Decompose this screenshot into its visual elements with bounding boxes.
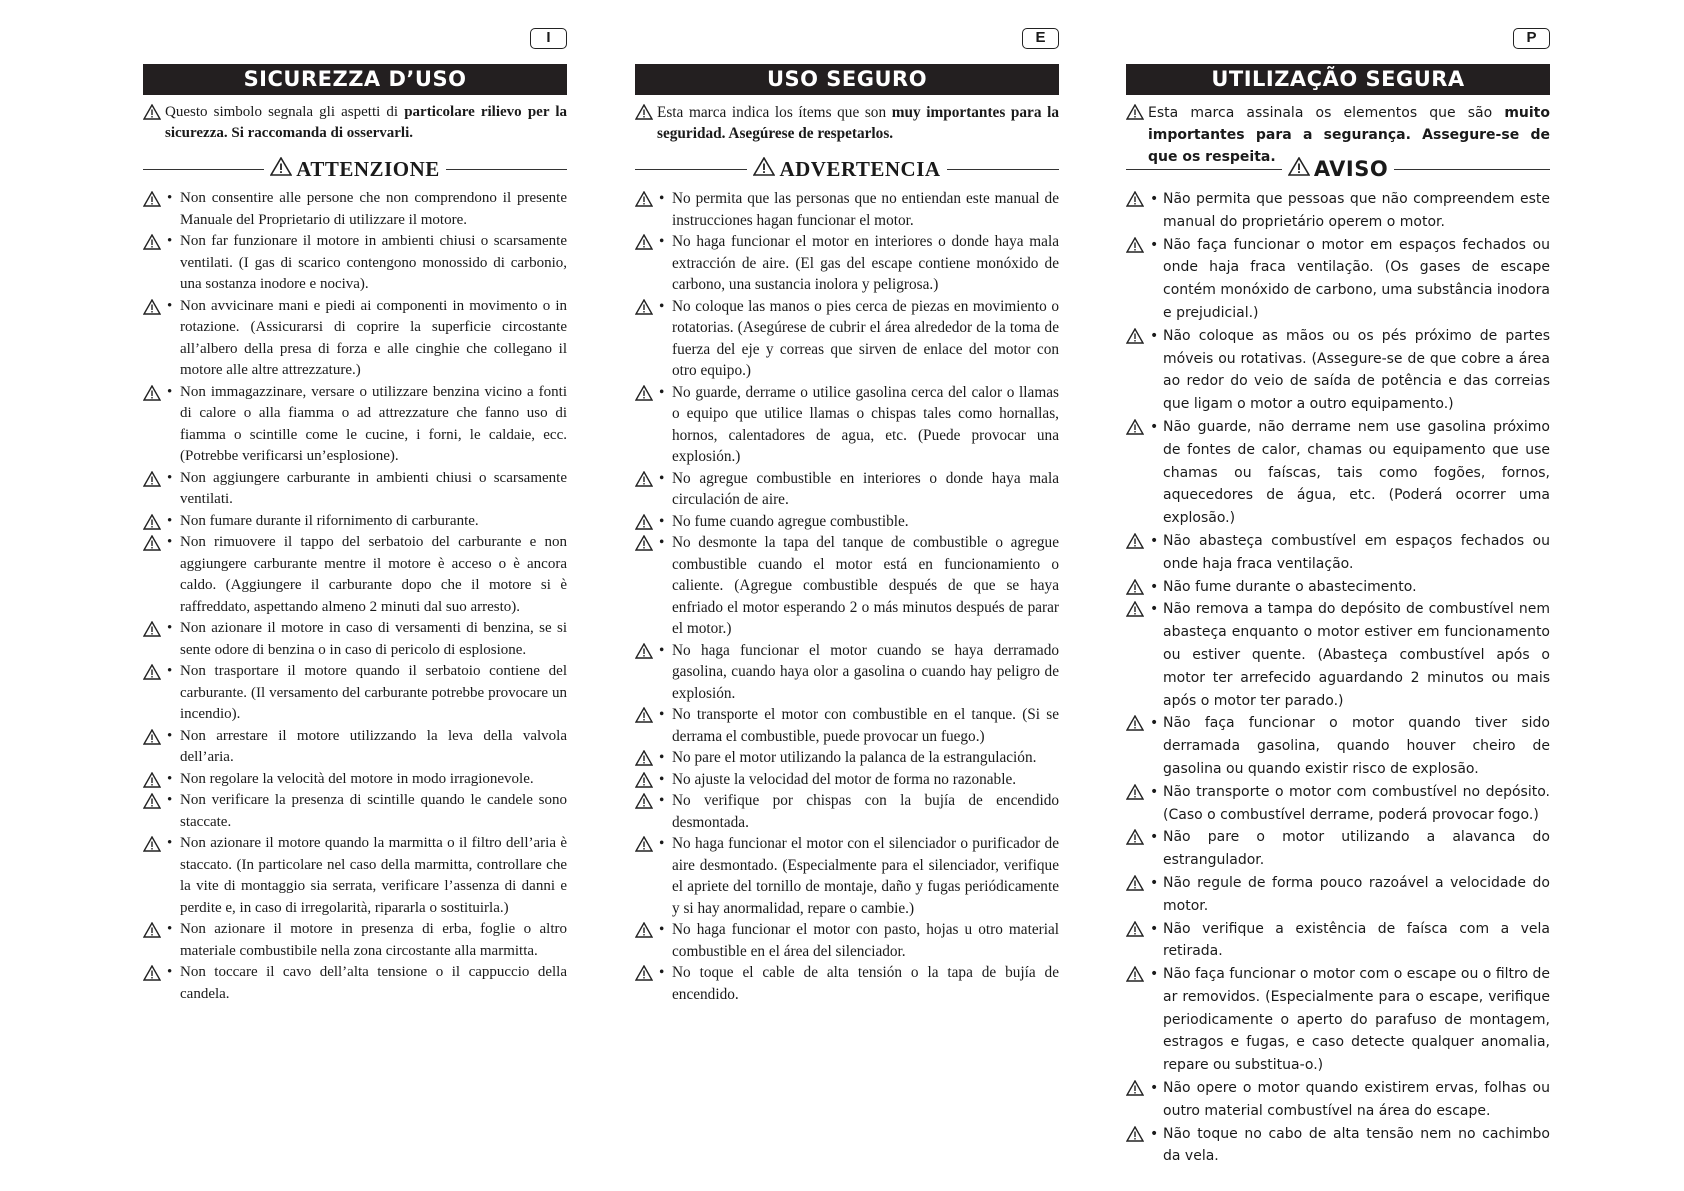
bullet: •	[659, 190, 665, 207]
item-text: Não remova a tampa do depósito de combustível nem abasteça enquanto o motor estiver em funcionamento ou estiver quente. (Abasteça combustível após o motor ter arrefecido aguardando 2 minutos ou mais após o motor ter parado.)	[1163, 601, 1550, 709]
list-item	[143, 231, 567, 296]
bullet: •	[1150, 418, 1159, 435]
warning-triangle-icon	[635, 772, 653, 788]
bullet: •	[167, 964, 173, 980]
item-text: No coloque las manos o pies cerca de piezas en movimiento o rotatorias. (Asegúrese de cubrir el área alrededor de la toma de fuerza del eje y correas que sirven de enlace del motor con otro equipo.)	[672, 297, 1059, 379]
warning-triangle-icon	[1126, 579, 1144, 595]
bullet: •	[1150, 601, 1159, 618]
item-text: Non rimuovere il tappo del serbatoio del carburante e non aggiungere carburante mentre il motore è acceso o è ancora caldo. (Aggiungere il carburante dopo che il motore si è raffreddato, aspettando almeno 2 minuti dal suo arresto).	[180, 534, 567, 615]
list-item	[143, 468, 567, 511]
item-text: Non avvicinare mani e piedi ai componenti in movimento o in rotazione. (Assicurarsi di coprire la superficie circostante all’albero della presa di forza e alle cinghie che collegano il motore alle altre attrezzature.)	[180, 297, 567, 378]
item-text: Non regolare la velocità del motore in modo irragionevole.	[180, 770, 534, 787]
list-item	[1126, 918, 1550, 964]
warning-triangle-icon	[1126, 533, 1144, 549]
list-item	[635, 833, 1059, 919]
warning-triangle-icon	[270, 157, 292, 182]
list-item	[635, 296, 1059, 382]
warning-list	[1126, 188, 1550, 1168]
list-item	[1126, 963, 1550, 1077]
list-item	[143, 511, 567, 533]
item-text: No guarde, derrame o utilice gasolina cerca del calor o llamas o equipo que utilice llamas o chispas tales como hornallas, hornos, calentadores de agua, etc. (Puede provocar una explosión.)	[672, 383, 1059, 465]
list-item	[143, 919, 567, 962]
bullet: •	[167, 383, 173, 400]
item-text: Non toccare il cavo dell’alta tensione o il cappuccio della candela.	[180, 964, 567, 1002]
bullet: •	[167, 770, 173, 787]
warning-triangle-icon	[143, 471, 161, 487]
warning-triangle-icon	[143, 299, 161, 315]
bullet: •	[167, 190, 173, 206]
heading-rule-right	[446, 169, 567, 170]
warning-triangle-icon	[143, 965, 161, 981]
item-text: Non consentire alle persone che non comprendono il presente Manuale del Proprietario di utilizzare il motore.	[180, 190, 567, 228]
list-item	[143, 790, 567, 833]
bullet: •	[659, 297, 665, 315]
warning-triangle-icon	[1126, 191, 1144, 207]
section-title: SICUREZZA D’USO	[143, 64, 567, 95]
item-text: Não verifique a existência de faísca com a vela retirada.	[1163, 920, 1550, 960]
item-text: No permita que las personas que no entiendan este manual de instrucciones hagan funcionar el motor.	[672, 190, 1059, 229]
list-item	[1126, 712, 1550, 780]
warning-triangle-icon	[143, 621, 161, 637]
warning-triangle-icon	[635, 234, 653, 250]
item-text: No haga funcionar el motor cuando se haya derramado gasolina, cuando haya olor a gasolina o cuando hay peligro de explosión.	[672, 641, 1059, 702]
list-item	[635, 640, 1059, 705]
warning-list	[143, 188, 567, 1005]
intro-suffix: per la sicurezza. Si raccomanda di osservarli.	[165, 104, 567, 141]
item-text: Non fumare durante il rifornimento di carburante.	[180, 512, 479, 529]
heading-rule-left	[143, 169, 264, 170]
warning-heading	[143, 156, 567, 182]
item-text: No toque el cable de alta tensión o la tapa de bujía de encendido.	[672, 964, 1059, 1003]
list-item	[143, 726, 567, 769]
intro-prefix: Esta marca indica los ítems que son	[657, 104, 892, 121]
item-text: Não abasteça combustível em espaços fechados ou onde haja fraca ventilação.	[1163, 532, 1550, 572]
warning-triangle-icon	[635, 514, 653, 530]
bullet: •	[167, 727, 173, 744]
warning-triangle-icon	[1126, 237, 1144, 253]
list-item	[1126, 576, 1550, 599]
section-title: UTILIZAÇÃO SEGURA	[1126, 64, 1550, 95]
warning-triangle-icon	[1126, 829, 1144, 845]
intro-bold: particolare rilievo	[404, 104, 522, 120]
warning-triangle-icon	[143, 664, 161, 680]
list-item	[635, 962, 1059, 1005]
section-title: USO SEGURO	[635, 64, 1059, 95]
item-text: No pare el motor utilizando la palanca de la estrangulación.	[672, 749, 1037, 766]
item-text: No ajuste la velocidad del motor de forma no razonable.	[672, 770, 1017, 788]
item-text: Non azionare il motore quando la marmitta o il filtro dell’aria è staccato. (In particolare nel caso della marmitta, controllare che la vite di montaggio sia serrata, verificare l’assenza di danni e perdite e, in caso di irregolarità, ripararla o sostituirla.)	[180, 835, 567, 916]
heading-rule-left	[1126, 169, 1282, 170]
warning-triangle-icon	[635, 535, 653, 551]
list-item	[143, 661, 567, 726]
warning-triangle-icon	[635, 299, 653, 315]
heading-rule-right	[1394, 169, 1550, 170]
warning-triangle-icon	[635, 922, 653, 938]
warning-triangle-icon	[143, 772, 161, 788]
list-item	[1126, 781, 1550, 827]
list-item	[1126, 598, 1550, 712]
list-item	[143, 532, 567, 618]
bullet: •	[659, 921, 665, 938]
item-text: No haga funcionar el motor en interiores o donde haya mala extracción de aire. (El gas del escape contiene monóxido de carbono, una sustancia inolora y peligrosa.)	[672, 233, 1059, 293]
heading-rule-right	[947, 169, 1059, 170]
item-text: Não transporte o motor com combustível no depósito. (Caso o combustível derrame, poderá provocar fogo.)	[1163, 783, 1550, 823]
warning-triangle-icon	[1288, 157, 1310, 181]
bullet: •	[1150, 1125, 1159, 1142]
bullet: •	[659, 534, 665, 551]
bullet: •	[1150, 783, 1159, 800]
warning-triangle-icon	[143, 104, 161, 120]
warning-triangle-icon	[143, 793, 161, 809]
warning-triangle-icon	[1126, 966, 1144, 982]
warning-triangle-icon	[143, 836, 161, 852]
intro-bold: muito importantes para a segurança. Assegure-se de que os respeita.	[1148, 105, 1550, 165]
bullet: •	[167, 792, 173, 808]
item-text: No desmonte la tapa del tanque de combustible o agregue combustible cuando el motor está en funcionamiento o caliente. (Agregue combustible después de que se haya enfriado el motor esperando 2 o más minutos después de parar el motor.)	[672, 534, 1059, 637]
list-item	[635, 511, 1059, 533]
item-text: Non far funzionare il motore in ambienti chiusi o scarsamente ventilati. (I gas di scarico contengono monossido di carbonio, una sostanza inodore e nociva).	[180, 233, 567, 292]
list-item	[143, 188, 567, 231]
warning-triangle-icon	[635, 191, 653, 207]
item-text: No transporte el motor con combustible en el tanque. (Si se derrama el combustible, puede provocar un fuego.)	[672, 706, 1059, 745]
language-tab: I	[530, 28, 567, 49]
bullet: •	[659, 233, 665, 250]
list-item	[635, 704, 1059, 747]
bullet: •	[167, 534, 173, 550]
warning-triangle-icon	[635, 707, 653, 723]
warning-triangle-icon	[143, 385, 161, 401]
list-item	[1126, 826, 1550, 872]
bullet: •	[167, 297, 173, 314]
warning-triangle-icon	[1126, 601, 1144, 617]
item-text: No haga funcionar el motor con pasto, hojas u otro material combustible en el área del silenciador.	[672, 921, 1059, 960]
warning-triangle-icon	[635, 793, 653, 809]
item-text: Não fume durante o abastecimento.	[1163, 578, 1417, 595]
list-item	[635, 919, 1059, 962]
warning-triangle-icon	[1126, 419, 1144, 435]
warning-heading	[635, 156, 1059, 182]
bullet: •	[167, 620, 173, 636]
item-text: Non aggiungere carburante in ambienti chiusi o scarsamente ventilati.	[180, 469, 567, 507]
bullet: •	[1150, 920, 1159, 937]
warning-triangle-icon	[1126, 328, 1144, 344]
warning-triangle-icon	[635, 965, 653, 981]
item-text: No fume cuando agregue combustible.	[672, 512, 909, 530]
item-text: Não faça funcionar o motor quando tiver sido derramada gasolina, quando houver cheiro de gasolina ou quando existir risco de explosão.	[1163, 715, 1550, 777]
warning-triangle-icon	[1126, 715, 1144, 731]
bullet: •	[1150, 874, 1159, 891]
item-text: Não permita que pessoas que não compreendem este manual do proprietário operem o motor.	[1163, 191, 1550, 230]
intro-text	[635, 102, 1059, 144]
list-item	[1126, 530, 1550, 576]
item-text: Non trasportare il motore quando il serbatoio contiene del carburante. (Il versamento del carburante potrebbe provocare un incendio).	[180, 663, 567, 722]
item-text: Non verificare la presenza di scintille quando le candele sono staccate.	[180, 792, 567, 830]
warning-heading	[1126, 156, 1550, 182]
warning-triangle-icon	[635, 471, 653, 487]
list-item	[1126, 234, 1550, 325]
bullet: •	[1150, 1080, 1159, 1097]
list-item	[1126, 872, 1550, 918]
list-item	[635, 188, 1059, 231]
heading-rule-left	[635, 169, 747, 170]
item-text: Non immagazzinare, versare o utilizzare benzina vicino a fonti di calore o alla fiamma o ad attrezzature che fanno uso di fiamma o scintille come le cucine, i forni, le caldaie, ecc. (Potrebbe verificarsi un’esplosione).	[180, 383, 567, 464]
list-item	[1126, 1077, 1550, 1123]
item-text: Não regule de forma pouco razoável a velocidade do motor.	[1163, 874, 1550, 914]
bullet: •	[659, 749, 665, 766]
list-item	[143, 382, 567, 468]
bullet: •	[659, 469, 665, 487]
bullet: •	[1150, 715, 1159, 732]
warning-triangle-icon	[635, 385, 653, 401]
warning-list	[635, 188, 1059, 1005]
list-item	[143, 962, 567, 1005]
item-text: Não faça funcionar o motor em espaços fechados ou onde haja fraca ventilação. (Os gases de escape contém monóxido de carbono, uma substância inodora e prejudicial.)	[1163, 236, 1550, 321]
list-item	[1126, 416, 1550, 530]
bullet: •	[1150, 532, 1159, 549]
bullet: •	[659, 835, 665, 852]
warning-triangle-icon	[143, 514, 161, 530]
language-tab: P	[1513, 28, 1550, 49]
item-text: No agregue combustible en interiores o donde haya mala circulación de aire.	[672, 469, 1059, 508]
bullet: •	[659, 770, 665, 788]
bullet: •	[167, 233, 173, 249]
warning-triangle-icon	[635, 750, 653, 766]
warning-triangle-icon	[143, 191, 161, 207]
bullet: •	[659, 792, 665, 809]
bullet: •	[1150, 966, 1159, 983]
list-item	[635, 532, 1059, 640]
item-text: Non azionare il motore in presenza di erba, foglie o altro materiale combustibile nella zona circostante alla marmitta.	[180, 921, 567, 959]
bullet: •	[1150, 327, 1159, 344]
item-text: Non azionare il motore in caso di versamenti di benzina, se si sente odore di benzina o in caso di pericolo di esplosione.	[180, 620, 567, 658]
warning-triangle-icon	[1126, 784, 1144, 800]
item-text: No verifique por chispas con la bujía de encendido desmontada.	[672, 792, 1059, 831]
list-item	[635, 468, 1059, 511]
bullet: •	[1150, 236, 1159, 253]
item-text: Non arrestare il motore utilizzando la leva della valvola dell’aria.	[180, 727, 567, 765]
bullet: •	[659, 706, 665, 723]
list-item	[635, 747, 1059, 769]
bullet: •	[659, 964, 665, 981]
bullet: •	[659, 383, 665, 401]
intro-prefix: Questo simbolo segnala gli aspetti di	[165, 104, 405, 120]
bullet: •	[167, 921, 173, 937]
bullet: •	[1150, 829, 1159, 846]
warning-title: ADVERTENCIA	[779, 156, 941, 181]
warning-triangle-icon	[143, 922, 161, 938]
intro-prefix: Esta marca assinala os elementos que são	[1148, 105, 1505, 121]
intro-text	[143, 102, 567, 144]
list-item	[143, 769, 567, 791]
warning-triangle-icon	[143, 234, 161, 250]
list-item	[143, 296, 567, 382]
intro-bold: muy importantes para la seguridad. Asegúrese de respetarlos.	[657, 104, 1060, 142]
bullet: •	[167, 835, 173, 851]
warning-title: ATTENZIONE	[296, 156, 440, 181]
warning-triangle-icon	[1126, 1126, 1144, 1142]
list-item	[635, 231, 1059, 296]
warning-triangle-icon	[635, 643, 653, 659]
bullet: •	[659, 512, 665, 530]
warning-triangle-icon	[143, 729, 161, 745]
bullet: •	[167, 512, 173, 529]
item-text: Não guarde, não derrame nem use gasolina próximo de fontes de calor, chamas ou equipamento que use chamas ou faíscas, tais como fogões, fornos, aquecedores de água, etc. (Poderá ocorrer uma explosão.)	[1163, 418, 1550, 527]
list-item	[635, 769, 1059, 791]
list-item	[1126, 188, 1550, 234]
warning-triangle-icon	[143, 535, 161, 551]
warning-triangle-icon	[635, 104, 653, 120]
warning-triangle-icon	[1126, 921, 1144, 937]
item-text: Não coloque as mãos ou os pés próximo de partes móveis ou rotativas. (Assegure-se de que cobre a área ao redor do veio de saída de potência e das correias que ligam o motor a outro equipamento.)	[1163, 327, 1550, 413]
item-text: Não toque no cabo de alta tensão nem no cachimbo da vela.	[1163, 1125, 1550, 1165]
list-item	[143, 833, 567, 919]
warning-triangle-icon	[1126, 875, 1144, 891]
item-text: Não pare o motor utilizando a alavanca do estrangulador.	[1163, 829, 1550, 869]
list-item	[1126, 325, 1550, 416]
list-item	[143, 618, 567, 661]
warning-triangle-icon	[753, 157, 775, 182]
warning-triangle-icon	[635, 836, 653, 852]
item-text: No haga funcionar el motor con el silenciador o purificador de aire desmontado. (Especialmente para el silenciador, verifique el apriete del tornillo de montaje, daño y fugas periódicamente y si hay anormalidad, repare o cambie.)	[672, 835, 1059, 917]
list-item	[635, 382, 1059, 468]
bullet: •	[659, 641, 665, 659]
list-item	[1126, 1123, 1550, 1169]
bullet: •	[1150, 578, 1159, 595]
list-item	[635, 790, 1059, 833]
item-text: Não faça funcionar o motor com o escape ou o filtro de ar removidos. (Especialmente para o escape, verifique periodicamente o aperto do parafuso de montagem, estragos e fugas, e caso detecte qualquer anomalia, repare ou substitua-o.)	[1163, 966, 1550, 1074]
bullet: •	[167, 469, 173, 486]
bullet: •	[1150, 191, 1159, 207]
warning-title: AVISO	[1313, 157, 1389, 181]
warning-triangle-icon	[1126, 1080, 1144, 1096]
language-tab: E	[1022, 28, 1059, 49]
item-text: Não opere o motor quando existirem ervas, folhas ou outro material combustível na área do escape.	[1163, 1080, 1550, 1119]
bullet: •	[167, 663, 173, 679]
warning-triangle-icon	[1126, 104, 1144, 120]
